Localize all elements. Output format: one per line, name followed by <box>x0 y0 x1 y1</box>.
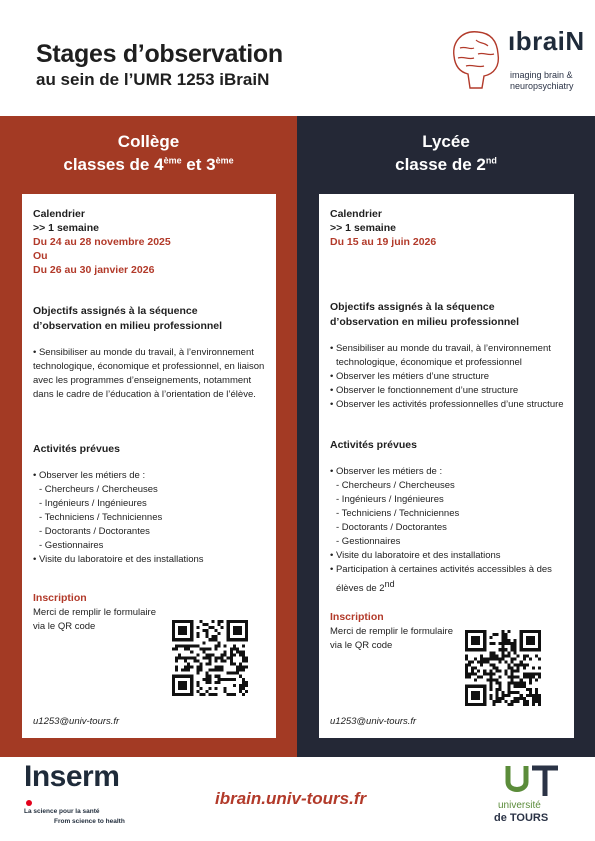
website-link[interactable]: ibrain.univ-tours.fr <box>215 789 367 808</box>
inscription-line: via le QR code <box>33 621 96 632</box>
duration: >> 1 semaine <box>33 222 99 234</box>
activity-line: - Chercheurs / Chercheuses <box>39 484 158 495</box>
activities-list <box>33 469 267 567</box>
inserm-dot-icon <box>26 800 32 806</box>
activities-list <box>330 465 565 596</box>
activity-line: - Techniciens / Techniciennes <box>336 508 460 519</box>
ibrain-logo <box>448 20 585 100</box>
objectives-title-1: Objectifs assignés à la séquence <box>33 305 198 317</box>
objectives-title-2: d’observation en milieu professionnel <box>33 320 223 332</box>
objective-line: • Sensibiliser au monde du travail, à l’environnement <box>33 347 254 358</box>
inscription-title: Inscription <box>33 592 87 604</box>
ibrain-tagline: imaging brain & neuropsychiatry <box>510 70 574 91</box>
lycee-class: classe de 2nd <box>395 155 497 174</box>
contact-email[interactable]: u1253@univ-tours.fr <box>33 716 120 727</box>
college-card <box>22 194 276 738</box>
objective-line: avec les programmes d’enseignements, notamment <box>33 375 252 386</box>
date-or: Ou <box>33 250 48 262</box>
activity-line: - Gestionnaires <box>336 536 401 547</box>
qr-code[interactable] <box>172 620 248 696</box>
objectives-list <box>33 346 267 402</box>
activity-line: - Ingénieurs / Ingénieures <box>336 494 444 505</box>
activity-line: - Doctorants / Doctorantes <box>39 526 150 537</box>
objective-line: • Observer les activités professionnelles d’une structure <box>330 399 564 410</box>
inscription-line: Merci de remplir le formulaire <box>33 607 157 618</box>
college-classes: classes de 4ème et 3ème <box>63 155 234 174</box>
college-column <box>0 116 297 757</box>
objective-line: • Observer les métiers d’une structure <box>330 371 490 382</box>
page-title: Stages d’observation <box>36 40 283 68</box>
objective-line: dans le cadre de l’éducation à l’orientation de l’élève. <box>33 389 256 400</box>
brain-icon <box>448 26 504 96</box>
activity-line: - Gestionnaires <box>39 540 104 551</box>
inscription-line: Merci de remplir le formulaire <box>330 626 454 638</box>
inserm-tagline-en: From science to health <box>54 818 125 825</box>
page-subtitle: au sein de l’UMR 1253 iBraiN <box>36 70 270 89</box>
activity-line: • Participation à certaines activités accessibles à des <box>330 564 552 575</box>
objectives-list <box>330 342 565 412</box>
activity-line: élèves de 2nd <box>336 579 395 595</box>
activities-title: Activités prévues <box>33 443 120 455</box>
qr-code[interactable] <box>465 630 541 706</box>
calendar-label: Calendrier <box>33 208 85 220</box>
activity-line: - Ingénieurs / Ingénieures <box>39 498 147 509</box>
inserm-wordmark: Inserm <box>24 760 120 793</box>
calendar-label: Calendrier <box>330 208 382 220</box>
date-2: Du 26 au 30 janvier 2026 <box>33 264 155 276</box>
lycee-card <box>319 194 574 738</box>
ibrain-wordmark: ıbraiN <box>508 26 585 56</box>
activity-line: - Chercheurs / Chercheuses <box>336 480 455 491</box>
objective-line: • Sensibiliser au monde du travail, à l’environnement <box>330 343 551 354</box>
college-title: Collège <box>117 132 180 151</box>
inscription-line: via le QR code <box>330 640 393 652</box>
duration: >> 1 semaine <box>330 222 396 234</box>
activity-line: • Observer les métiers de : <box>330 466 443 477</box>
univ-tours-word-1: université <box>498 800 541 811</box>
activities-title: Activités prévues <box>330 439 417 451</box>
date-1: Du 15 au 19 juin 2026 <box>330 236 437 248</box>
lycee-title: Lycée <box>422 132 470 151</box>
lycee-heading <box>297 132 595 175</box>
inscription-title: Inscription <box>330 611 384 624</box>
objectives-title-1: Objectifs assignés à la séquence <box>330 301 495 313</box>
objective-line: • Observer le fonctionnement d’une structure <box>330 385 519 396</box>
college-heading <box>0 132 297 175</box>
univ-tours-word-2: de TOURS <box>494 812 549 824</box>
contact-email[interactable]: u1253@univ-tours.fr <box>330 716 417 727</box>
univ-tours-logo <box>488 762 578 832</box>
univ-tours-emblem-icon <box>502 762 562 798</box>
activity-line: - Techniciens / Techniciennes <box>39 512 163 523</box>
inserm-logo <box>24 760 144 830</box>
lycee-column <box>297 116 595 757</box>
inserm-tagline-fr: La science pour la santé <box>24 808 100 815</box>
date-1: Du 24 au 28 novembre 2025 <box>33 236 171 248</box>
objectives-title-2: d’observation en milieu professionnel <box>330 316 520 328</box>
objective-line: technologique, économique et professionnel <box>336 357 522 368</box>
objective-line: technologique, économique et professionnel, en liaison <box>33 361 265 372</box>
activity-line: • Visite du laboratoire et des installations <box>330 550 501 561</box>
activity-line: - Doctorants / Doctorantes <box>336 522 447 533</box>
activity-line: • Visite du laboratoire et des installations <box>33 554 204 565</box>
activity-line: • Observer les métiers de : <box>33 470 146 481</box>
